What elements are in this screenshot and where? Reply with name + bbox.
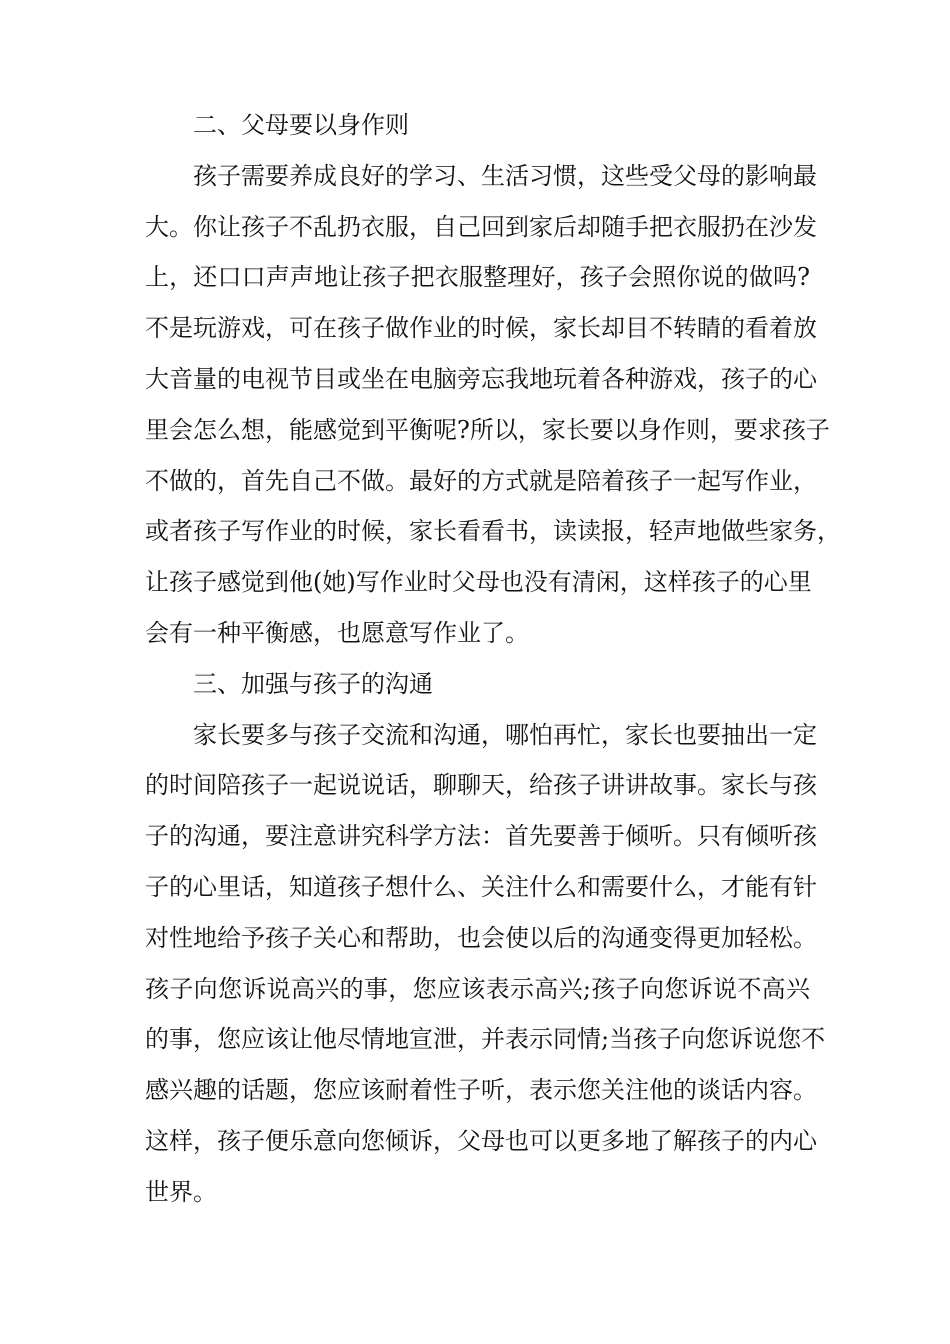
paragraph-line: 上，还口口声声地让孩子把衣服整理好，孩子会照你说的做吗? xyxy=(145,263,810,292)
paragraph-line: 子的心里话，知道孩子想什么、关注什么和需要什么，才能有针 xyxy=(145,872,817,901)
paragraph-line: 大。你让孩子不乱扔衣服，自己回到家后却随手把衣服扔在沙发 xyxy=(145,212,817,241)
paragraph-line: 对性地给予孩子关心和帮助，也会使以后的沟通变得更加轻松。 xyxy=(145,923,817,952)
paragraph-line: 不是玩游戏，可在孩子做作业的时候，家长却目不转睛的看着放 xyxy=(145,314,817,343)
paragraph-line: 孩子需要养成良好的学习、生活习惯，这些受父母的影响最 xyxy=(193,161,817,190)
paragraph-line: 或者孩子写作业的时候，家长看看书，读读报，轻声地做些家务， xyxy=(145,517,841,546)
paragraph-line: 让孩子感觉到他(她)写作业时父母也没有清闲，这样孩子的心里 xyxy=(145,568,812,597)
paragraph-line: 的事，您应该让他尽情地宣泄，并表示同情;当孩子向您诉说您不 xyxy=(145,1025,826,1054)
paragraph-line: 里会怎么想，能感觉到平衡呢?所以，家长要以身作则，要求孩子 xyxy=(145,415,830,444)
paragraph-line: 家长要多与孩子交流和沟通，哪怕再忙，家长也要抽出一定 xyxy=(193,720,817,749)
paragraph-line: 大音量的电视节目或坐在电脑旁忘我地玩着各种游戏，孩子的心 xyxy=(145,364,817,393)
paragraph-line: 不做的，首先自己不做。最好的方式就是陪着孩子一起写作业， xyxy=(145,466,817,495)
paragraph-line: 世界。 xyxy=(145,1177,217,1206)
paragraph-line: 的时间陪孩子一起说说话，聊聊天，给孩子讲讲故事。家长与孩 xyxy=(145,771,817,800)
paragraph-line: 这样，孩子便乐意向您倾诉，父母也可以更多地了解孩子的内心 xyxy=(145,1126,817,1155)
paragraph-line: 子的沟通，要注意讲究科学方法：首先要善于倾听。只有倾听孩 xyxy=(145,822,817,851)
paragraph-line: 会有一种平衡感，也愿意写作业了。 xyxy=(145,618,529,647)
section-heading: 三、加强与孩子的沟通 xyxy=(193,669,433,698)
document-body xyxy=(145,100,841,1218)
paragraph-line: 孩子向您诉说高兴的事，您应该表示高兴;孩子向您诉说不高兴 xyxy=(145,974,810,1003)
section-heading: 二、父母要以身作则 xyxy=(193,111,409,139)
paragraph-line: 感兴趣的话题，您应该耐着性子听，表示您关注他的谈话内容。 xyxy=(145,1076,817,1105)
